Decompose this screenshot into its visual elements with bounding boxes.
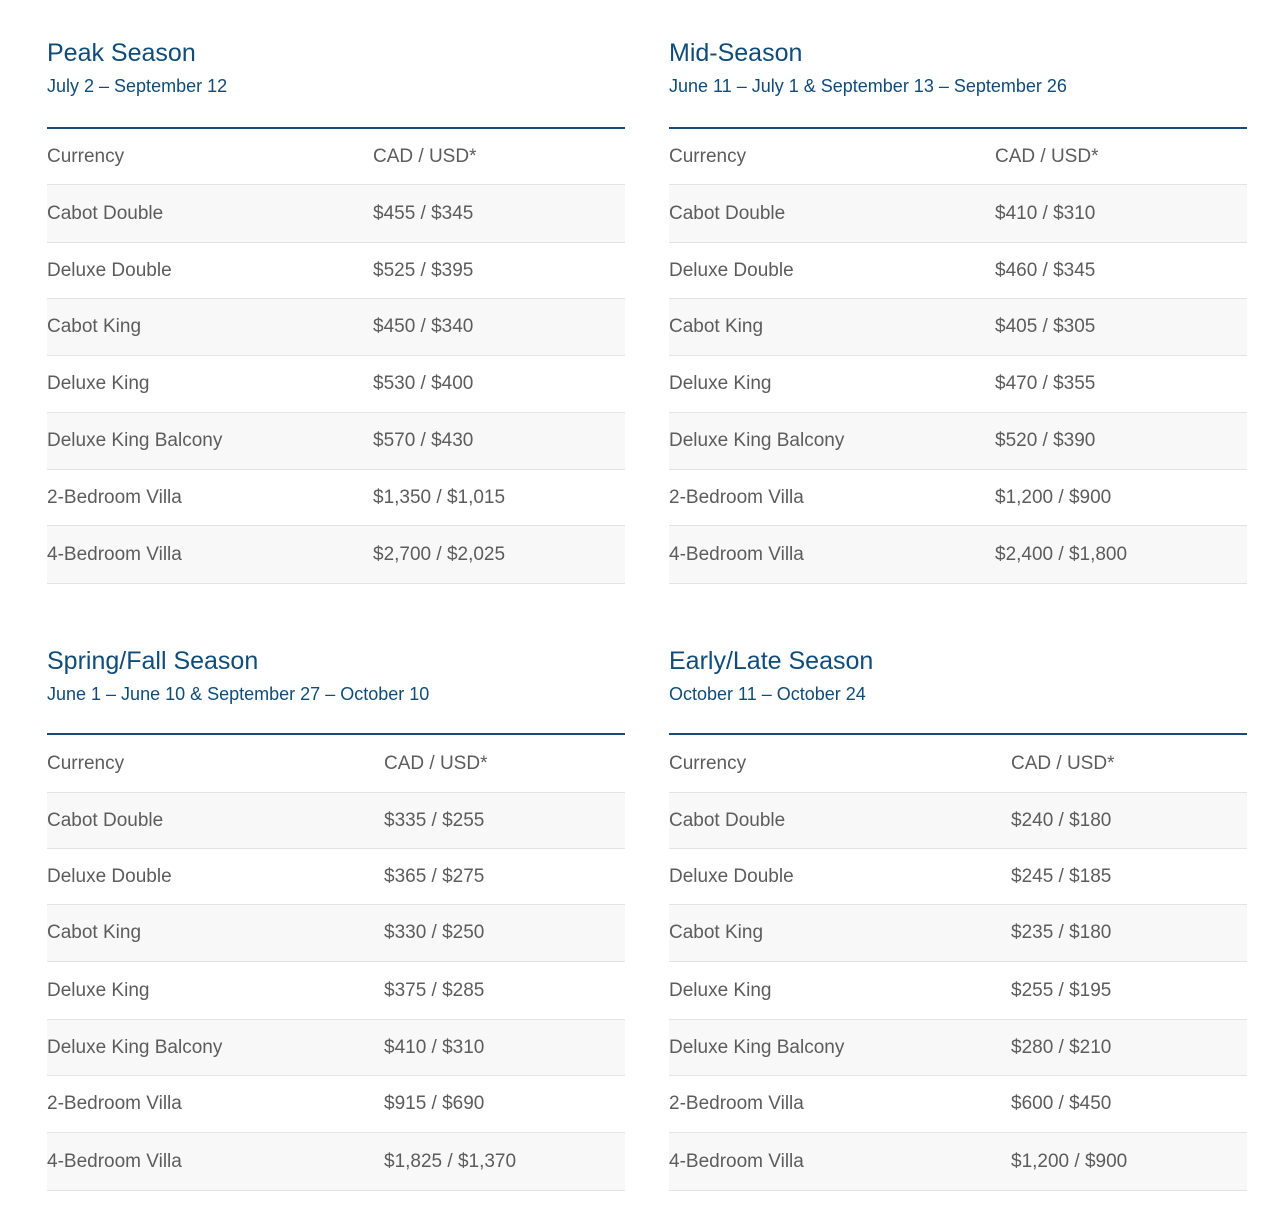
room-name: Cabot Double <box>47 809 164 831</box>
room-price: $330 / $250 <box>384 922 485 943</box>
room-price: $405 / $305 <box>995 316 1096 337</box>
table-row <box>669 299 1247 356</box>
table-row <box>47 1133 625 1191</box>
room-price: $1,825 / $1,370 <box>384 1150 517 1172</box>
header-price: CAD / USD* <box>1011 752 1115 774</box>
room-name: Deluxe King <box>669 373 772 394</box>
table-row <box>669 526 1247 584</box>
room-price: $1,350 / $1,015 <box>373 486 506 508</box>
season-dates: July 2 – September 12 <box>47 76 228 96</box>
room-name: Deluxe King Balcony <box>47 1036 223 1058</box>
room-price: $915 / $690 <box>384 1093 485 1114</box>
room-price: $525 / $395 <box>373 259 474 281</box>
table-row <box>669 905 1247 962</box>
room-price: $255 / $195 <box>1011 979 1112 1001</box>
season-dates: October 11 – October 24 <box>669 684 866 704</box>
room-price: $245 / $185 <box>1011 865 1112 887</box>
room-name: 2-Bedroom Villa <box>47 1093 182 1114</box>
room-name: Deluxe Double <box>669 865 794 887</box>
room-price: $600 / $450 <box>1011 1093 1112 1114</box>
table-row <box>47 962 625 1020</box>
table-row <box>669 356 1247 413</box>
room-price: $2,700 / $2,025 <box>373 543 506 565</box>
table-row <box>47 356 625 413</box>
room-name: Cabot Double <box>47 202 164 224</box>
table-row <box>47 413 625 470</box>
table-row <box>47 1076 625 1133</box>
room-price: $470 / $355 <box>995 373 1096 394</box>
table-header <box>669 735 1247 793</box>
room-name: 4-Bedroom Villa <box>669 543 804 565</box>
season-dates: June 11 – July 1 & September 13 – September 26 <box>669 76 1067 96</box>
season-title: Spring/Fall Season <box>47 647 259 675</box>
room-price: $570 / $430 <box>373 430 474 451</box>
table-header <box>669 129 1247 185</box>
room-name: Deluxe Double <box>47 259 172 281</box>
table-header <box>47 735 625 793</box>
room-name: 4-Bedroom Villa <box>47 1150 182 1172</box>
header-price: CAD / USD* <box>995 145 1099 167</box>
room-price: $450 / $340 <box>373 316 474 337</box>
room-name: Deluxe Double <box>47 865 172 887</box>
room-price: $2,400 / $1,800 <box>995 543 1128 565</box>
room-price: $280 / $210 <box>1011 1036 1112 1058</box>
room-price: $530 / $400 <box>373 373 474 394</box>
room-name: Cabot King <box>47 922 142 943</box>
table-row <box>669 1076 1247 1133</box>
table-row <box>47 470 625 526</box>
table-row <box>669 1020 1247 1076</box>
room-price: $240 / $180 <box>1011 809 1112 831</box>
table-row <box>47 243 625 299</box>
season-title: Mid-Season <box>669 39 803 67</box>
room-price: $410 / $310 <box>995 202 1096 224</box>
season-title: Early/Late Season <box>669 647 874 675</box>
header-currency: Currency <box>47 752 125 774</box>
header-price: CAD / USD* <box>384 752 488 774</box>
table-row <box>669 1133 1247 1191</box>
room-price: $1,200 / $900 <box>1011 1150 1128 1172</box>
table-row <box>669 849 1247 905</box>
table-row <box>669 793 1247 849</box>
room-name: Deluxe King Balcony <box>669 1036 845 1058</box>
season-title: Peak Season <box>47 39 196 67</box>
table-row <box>47 526 625 584</box>
room-name: Cabot King <box>47 316 142 337</box>
rate-table <box>669 733 1247 1191</box>
rate-table <box>47 733 625 1191</box>
table-row <box>47 299 625 356</box>
room-price: $1,200 / $900 <box>995 486 1112 508</box>
season-dates: June 1 – June 10 & September 27 – October 10 <box>47 684 430 704</box>
table-row <box>47 1020 625 1076</box>
room-price: $335 / $255 <box>384 809 485 831</box>
room-name: 2-Bedroom Villa <box>669 486 804 508</box>
table-row <box>47 185 625 243</box>
room-name: Deluxe King <box>669 979 772 1001</box>
room-name: Deluxe King <box>47 373 150 394</box>
rate-table <box>47 127 625 584</box>
room-name: Deluxe King Balcony <box>47 430 223 451</box>
header-currency: Currency <box>669 145 747 167</box>
room-name: Cabot Double <box>669 202 786 224</box>
header-currency: Currency <box>47 145 125 167</box>
table-row <box>669 470 1247 526</box>
room-name: Deluxe Double <box>669 259 794 281</box>
table-row <box>669 185 1247 243</box>
room-price: $365 / $275 <box>384 865 485 887</box>
room-name: Deluxe King Balcony <box>669 430 845 451</box>
room-price: $455 / $345 <box>373 202 474 224</box>
room-price: $460 / $345 <box>995 259 1096 281</box>
table-row <box>669 413 1247 470</box>
header-price: CAD / USD* <box>373 145 477 167</box>
room-name: 4-Bedroom Villa <box>669 1150 804 1172</box>
header-currency: Currency <box>669 752 747 774</box>
table-header <box>47 129 625 185</box>
table-row <box>47 905 625 962</box>
room-name: Cabot King <box>669 922 764 943</box>
table-row <box>669 243 1247 299</box>
rate-table <box>669 127 1247 584</box>
room-name: 2-Bedroom Villa <box>47 486 182 508</box>
room-price: $520 / $390 <box>995 430 1096 451</box>
table-row <box>669 962 1247 1020</box>
room-name: Cabot King <box>669 316 764 337</box>
room-name: 4-Bedroom Villa <box>47 543 182 565</box>
room-price: $375 / $285 <box>384 979 485 1001</box>
room-price: $410 / $310 <box>384 1036 485 1058</box>
room-name: Deluxe King <box>47 979 150 1001</box>
room-price: $235 / $180 <box>1011 922 1112 943</box>
room-name: Cabot Double <box>669 809 786 831</box>
table-row <box>47 793 625 849</box>
table-row <box>47 849 625 905</box>
room-name: 2-Bedroom Villa <box>669 1093 804 1114</box>
